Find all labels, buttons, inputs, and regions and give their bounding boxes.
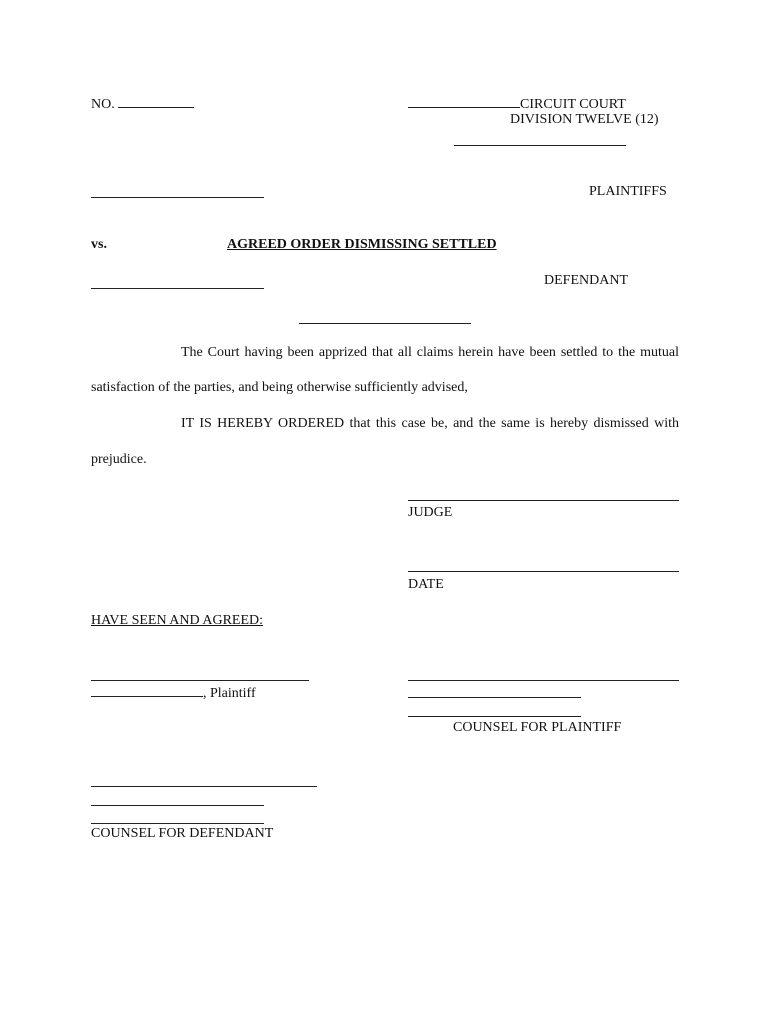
defendant-label: DEFENDANT: [544, 273, 628, 288]
document-title: AGREED ORDER DISMISSING SETTLED: [227, 237, 497, 252]
vs-label: vs.: [91, 237, 107, 252]
defendant-name-blank[interactable]: [91, 288, 264, 289]
case-number-label: NO.: [91, 97, 115, 112]
section-divider: [299, 323, 471, 324]
agreed-heading: HAVE SEEN AND AGREED:: [91, 613, 264, 628]
counsel-plaintiff-name-blank[interactable]: [408, 697, 581, 698]
paragraph-1-line-2: satisfaction of the parties, and being otherwise sufficiently advised,: [91, 380, 468, 395]
court-name-line: [408, 95, 626, 113]
paragraph-1-line-1: [91, 345, 679, 361]
paragraph-2-line-2: prejudice.: [91, 452, 147, 467]
counsel-defendant-label: COUNSEL FOR DEFENDANT: [91, 826, 274, 841]
county-blank[interactable]: [408, 95, 520, 108]
counsel-defendant-address-blank[interactable]: [91, 823, 264, 824]
date-label: DATE: [408, 577, 444, 592]
case-number-blank[interactable]: [118, 95, 194, 108]
plaintiffs-label: PLAINTIFFS: [589, 184, 667, 199]
counsel-plaintiff-label: COUNSEL FOR PLAINTIFF: [453, 720, 622, 735]
judge-label: JUDGE: [408, 505, 453, 520]
case-number: [91, 95, 194, 113]
division-label: DIVISION TWELVE (12): [510, 112, 659, 127]
plaintiff-name-line: [91, 684, 256, 702]
judge-signature-line[interactable]: [408, 500, 679, 501]
plaintiff-signature-line[interactable]: [91, 680, 309, 681]
court-name: CIRCUIT COURT: [520, 97, 626, 112]
paragraph-1-text-1: The Court having been apprized that all claims herein have been settled to the mutual: [181, 345, 679, 360]
counsel-defendant-name-blank[interactable]: [91, 805, 264, 806]
date-signature-line[interactable]: [408, 571, 679, 572]
plaintiff-printed-name-blank[interactable]: [91, 684, 203, 697]
plaintiff-suffix: , Plaintiff: [203, 686, 256, 701]
judge-name-blank[interactable]: [454, 145, 626, 146]
counsel-defendant-signature-line[interactable]: [91, 786, 317, 787]
counsel-plaintiff-signature-line[interactable]: [408, 680, 679, 681]
paragraph-2-text-1: IT IS HEREBY ORDERED that this case be, and the same is hereby dismissed with: [181, 416, 679, 431]
counsel-plaintiff-address-blank[interactable]: [408, 716, 581, 717]
plaintiff-name-blank[interactable]: [91, 197, 264, 198]
paragraph-2-line-1: [91, 416, 679, 432]
